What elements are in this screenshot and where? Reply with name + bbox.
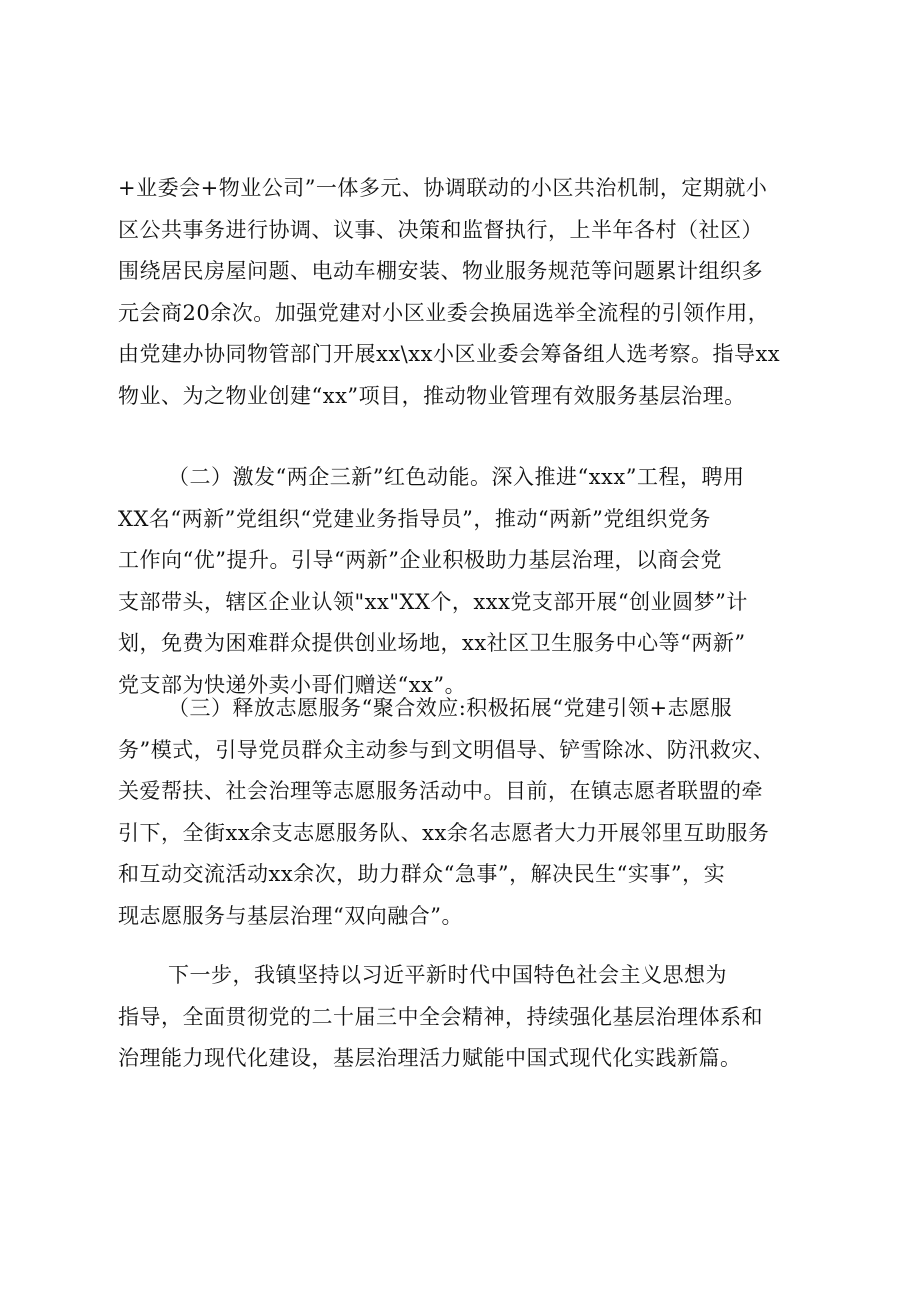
text-line: 引下，全街xx余支志愿服务队、xx余名志愿者大力开展邻里互助服务 bbox=[118, 820, 770, 845]
text-line: +业委会+物业公司”一体多元、协调联动的小区共治机制，定期就小 bbox=[118, 176, 768, 200]
paragraph-next-steps bbox=[118, 955, 818, 1080]
paragraph-community-governance bbox=[118, 168, 818, 417]
text-line: 工作向“优”提升。引导“两新”企业积极助力基层治理，以商会党 bbox=[118, 548, 722, 572]
text-line: 物业、为之物业创建“xx”项目，推动物业管理有效服务基层治理。 bbox=[118, 383, 746, 408]
text-line: 治理能力现代化建设，基层治理活力赋能中国式现代化实践新篇。 bbox=[118, 1046, 742, 1070]
paragraph-two-new-organizations bbox=[118, 457, 818, 706]
text-line: 现志愿服务与基层治理“双向融合”。 bbox=[118, 903, 463, 928]
text-line: 围绕居民房屋问题、电动车棚安装、物业服务规范等问题累计组织多 bbox=[118, 259, 763, 283]
text-line: 由党建办协同物管部门开展xx\xx小区业委会筹备组人选考察。指导xx bbox=[118, 342, 781, 366]
text-line: 下一步，我镇坚持以习近平新时代中国特色社会主义思想为 bbox=[168, 963, 727, 987]
text-line: 务”模式，引导党员群众主动参与到文明倡导、铲雪除冰、防汛救灾、 bbox=[118, 737, 775, 762]
text-line: 元会商20余次。加强党建对小区业委会换届选举全流程的引领作用， bbox=[118, 300, 770, 325]
text-line: 指导，全面贯彻党的二十届三中全会精神，持续强化基层治理体系和 bbox=[118, 1004, 763, 1029]
text-line: 区公共事务进行协调、议事、决策和监督执行，上半年各村（社区） bbox=[118, 217, 763, 242]
text-line: 和互动交流活动xx余次，助力群众“急事”，解决民生“实事”，实 bbox=[118, 862, 726, 886]
text-line: 支部带头，辖区企业认领"xx"XX个，xxx党支部开展“创业圆梦”计 bbox=[118, 589, 748, 614]
paragraph-volunteer-service bbox=[118, 688, 818, 937]
text-line: （二）激发“两企三新”红色动能。深入推进“xxx”工程，聘用 bbox=[168, 465, 745, 489]
text-line: 划，免费为困难群众提供创业场地，xx社区卫生服务中心等“两新” bbox=[118, 631, 746, 655]
text-line: XX名“两新”党组织“党建业务指导员”，推动“两新”党组织党务 bbox=[118, 506, 711, 531]
text-line: 党支部为快递外卖小哥们赠送“xx”。 bbox=[118, 672, 467, 697]
text-line: 关爱帮扶、社会治理等志愿服务活动中。目前，在镇志愿者联盟的牵 bbox=[118, 779, 763, 803]
text-line: （三）释放志愿服务“聚合效应:积极拓展“党建引领+志愿服 bbox=[168, 696, 733, 720]
